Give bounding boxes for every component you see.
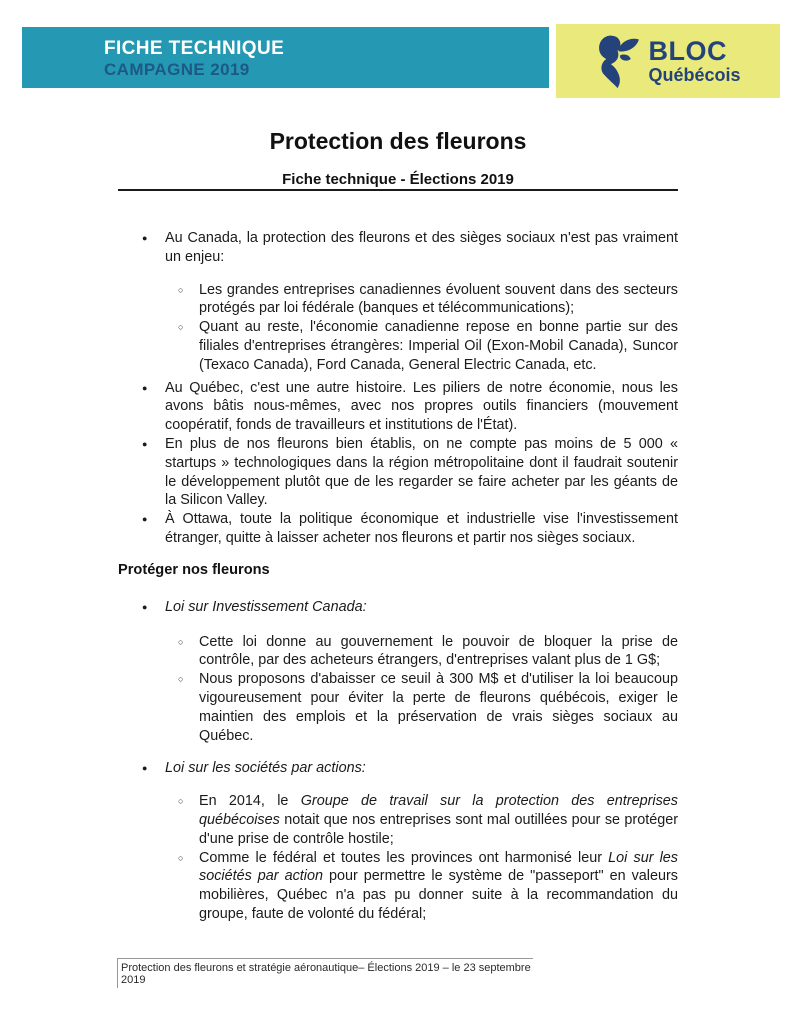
sub-bullet-icon: ○: [178, 636, 184, 647]
list-item-text: Quant au reste, l'économie canadienne repose en bonne partie sur des filiales d'entreprises étrangères: Imperial Oil (Exon-Mobil Canada), Suncor (Texaco Canada), Ford Canada, General Electric Canada, etc.: [199, 319, 678, 373]
banner-subtitle: CAMPAGNE 2019: [104, 60, 250, 79]
page-title: Protection des fleurons: [269, 128, 527, 154]
list-item: [118, 229, 678, 267]
header-banner: [22, 27, 549, 88]
list-item: [118, 510, 678, 548]
bullet-icon: ●: [142, 382, 148, 393]
list-item: [118, 281, 678, 319]
law-title: Loi sur les sociétés par actions:: [165, 760, 366, 777]
bullet-icon: ●: [142, 233, 148, 243]
footer-text: Protection des fleurons et stratégie aéronautique– Élections 2019 – le 23 septembre 2019: [121, 962, 531, 986]
law-title: Loi sur Investissement Canada:: [165, 598, 367, 615]
sub-bullet-icon: ○: [178, 322, 184, 333]
list-item: [118, 318, 678, 374]
sub-bullet-icon: ○: [178, 674, 184, 685]
list-item: [118, 435, 678, 510]
list-item-text: À Ottawa, toute la politique économique et industrielle vise l'investissement étranger, quitte à laisser acheter nos fleurons et partir nos sièges sociaux.: [165, 511, 678, 546]
text-segment: pour permettre le système de "passeport" en valeurs mobilières, Québec n'a pas pu donner suite à la recommandation du groupe, faute de volonté du fédéral;: [199, 868, 678, 922]
logo-text-quebecois: Québécois: [648, 65, 741, 85]
list-item-text: [199, 792, 678, 848]
list-item-text: Au Canada, la protection des fleurons et des sièges sociaux n'est pas vraiment un enjeu:: [165, 230, 678, 265]
logo-wordmark: [648, 38, 740, 84]
sub-bullet-icon: ○: [178, 852, 184, 863]
page-footer: [117, 958, 533, 988]
bloc-quebecois-logo: [556, 24, 780, 98]
list-item: [118, 670, 678, 745]
list-item-text: Nous proposons d'abaisser ce seuil à 300 M$ et d'utiliser la loi beaucoup vigoureusement pour éviter la perte de fleurons québécois, exiger le maintien des emplois et la préservation de vrais sièges sociaux au Québec.: [199, 671, 678, 744]
section-heading: Protéger nos fleurons: [118, 561, 270, 578]
subtitle-rule: [118, 171, 678, 191]
text-segment-italic: Groupe de travail sur la protection des entreprises québécoises: [199, 793, 678, 828]
text-segment: notait que nos entreprises sont mal outillées pour se protéger d'une prise de contrôle hostile;: [199, 811, 678, 847]
bullet-icon: ●: [142, 763, 148, 774]
list-item-text: Au Québec, c'est une autre histoire. Les piliers de notre économie, nous les avons bâtis nous-mêmes, avec nos propres outils financiers (mouvement coopératif, fonds de travailleurs et institutions de l'État).: [165, 379, 678, 434]
list-item-text: En plus de nos fleurons bien établis, on ne compte pas moins de 5 000 « startups » technologiques dans la région métropolitaine dont il faudrait soutenir le développement plutôt que de les regarder se faire acheter par les géants de la Silicon Valley.: [165, 435, 678, 509]
document-body: [118, 128, 678, 924]
text-segment: En 2014, le: [199, 793, 301, 810]
bloc-logo-icon: [595, 32, 641, 90]
list-item: [118, 633, 678, 671]
list-item-text: [199, 849, 678, 924]
logo-text-bloc: BLOC: [648, 36, 727, 66]
list-item-text: Les grandes entreprises canadiennes évoluent souvent dans des secteurs protégés par loi fédérale (banques et télécommunications);: [199, 281, 678, 317]
sub-bullet-icon: ○: [178, 284, 184, 295]
list-item-text: Cette loi donne au gouvernement le pouvoir de bloquer la prise de contrôle, par des acheteurs étrangers, d'entreprises valant plus de 1 G$;: [199, 633, 678, 669]
list-item: [118, 759, 678, 778]
bullet-icon: ●: [142, 438, 148, 449]
list-item: [118, 598, 678, 617]
page-subtitle: Fiche technique - Élections 2019: [282, 171, 514, 188]
banner-title: FICHE TECHNIQUE: [104, 38, 285, 59]
text-segment-italic: Loi sur les sociétés par action: [199, 849, 679, 885]
bullet-icon: ●: [142, 514, 148, 525]
list-item: [118, 849, 678, 924]
list-item: [118, 792, 678, 848]
list-item: [118, 379, 678, 435]
sub-bullet-icon: ○: [178, 796, 184, 807]
text-segment: Comme le fédéral et toutes les provinces ont harmonisé leur: [199, 849, 609, 866]
bullet-icon: ●: [142, 601, 148, 612]
